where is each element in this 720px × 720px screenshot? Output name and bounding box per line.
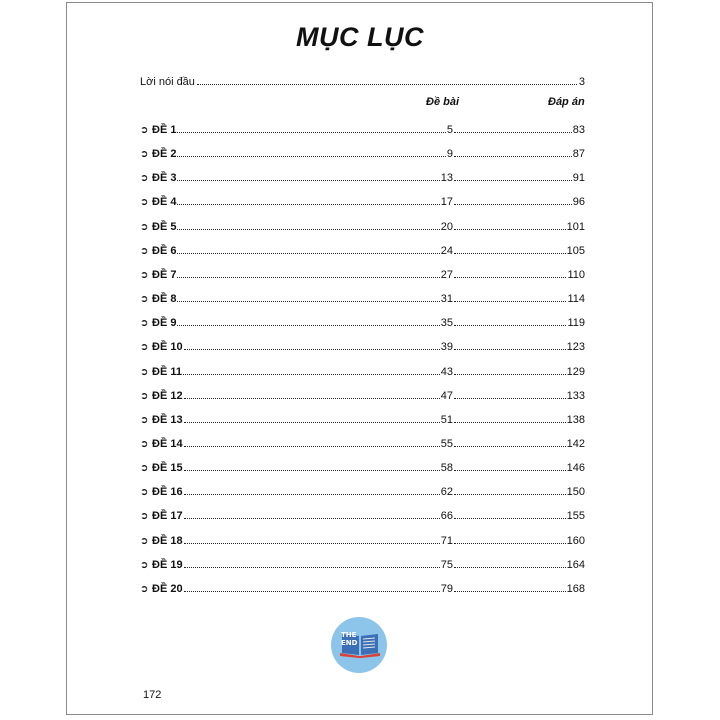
problem-page: 62 [440, 486, 453, 498]
leader-dots [454, 180, 572, 181]
leader-dots [184, 349, 440, 350]
toc-row-left [140, 531, 453, 547]
problem-page: 20 [440, 221, 453, 233]
toc-row-right [453, 337, 585, 353]
toc-row-right [453, 482, 585, 498]
leader-dots [184, 494, 440, 495]
problem-page: 79 [440, 583, 453, 595]
toc-entry-label: ĐỀ 13 [152, 414, 183, 426]
toc-row [140, 410, 585, 426]
toc-row-left [140, 217, 453, 233]
toc-row-left [140, 144, 453, 160]
page-title: MỤC LỤC [296, 22, 424, 52]
toc-row-left [140, 289, 453, 305]
toc-entry-label: ĐỀ 9 [152, 317, 177, 329]
document-page [66, 2, 653, 715]
arrow-icon: ➲ [140, 391, 149, 402]
toc-row-left [140, 386, 453, 402]
leader-dots [454, 470, 566, 471]
toc-entry-label: ĐỀ 8 [152, 293, 177, 305]
toc-entry-label: ĐỀ 19 [152, 559, 183, 571]
toc-row-right [453, 531, 585, 547]
toc-row-left [140, 337, 453, 353]
toc-row [140, 579, 585, 595]
problem-page: 71 [440, 535, 453, 547]
problem-page: 39 [440, 341, 453, 353]
preface-page: 3 [578, 76, 585, 88]
toc-row-left [140, 410, 453, 426]
leader-dots [454, 229, 566, 230]
arrow-icon: ➲ [140, 342, 149, 353]
problem-page: 47 [440, 390, 453, 402]
leader-dots [454, 277, 566, 278]
toc-row-right [453, 555, 585, 571]
arrow-icon: ➲ [140, 173, 149, 184]
leader-dots [177, 301, 439, 302]
toc-entry-label: ĐỀ 4 [152, 196, 177, 208]
answer-page: 150 [566, 486, 585, 498]
answer-page: 101 [566, 221, 585, 233]
leader-dots [177, 325, 439, 326]
arrow-icon: ➲ [140, 463, 149, 474]
toc-row-right [453, 144, 585, 160]
leader-dots [454, 591, 566, 592]
toc-row-left [140, 192, 453, 208]
toc-row-left [140, 168, 453, 184]
leader-dots [184, 518, 440, 519]
leader-dots [184, 446, 440, 447]
leader-dots [177, 204, 439, 205]
arrow-icon: ➲ [140, 511, 149, 522]
answer-page: 83 [572, 124, 585, 136]
arrow-icon: ➲ [140, 584, 149, 595]
answer-page: 91 [572, 172, 585, 184]
problem-page: 75 [440, 559, 453, 571]
arrow-icon: ➲ [140, 197, 149, 208]
answer-page: 129 [566, 366, 585, 378]
toc-row [140, 362, 585, 378]
answer-page: 142 [566, 438, 585, 450]
toc-row-left [140, 482, 453, 498]
toc-entry-label: ĐỀ 15 [152, 462, 183, 474]
toc-entry-label: ĐỀ 5 [152, 221, 177, 233]
answer-page: 146 [566, 462, 585, 474]
leader-dots [184, 543, 440, 544]
problem-page: 66 [440, 510, 453, 522]
arrow-icon: ➲ [140, 560, 149, 571]
preface-entry [140, 72, 585, 88]
problem-page: 55 [440, 438, 453, 450]
problem-page: 13 [440, 172, 453, 184]
leader-dots [454, 446, 566, 447]
leader-dots [454, 422, 566, 423]
answer-page: 164 [566, 559, 585, 571]
problem-page: 5 [446, 124, 453, 136]
toc-row-right [453, 289, 585, 305]
arrow-icon: ➲ [140, 318, 149, 329]
toc-row-left [140, 362, 453, 378]
toc-entry-label: ĐỀ 3 [152, 172, 177, 184]
leader-dots [184, 422, 440, 423]
toc-row-right [453, 192, 585, 208]
toc-entry-label: ĐỀ 7 [152, 269, 177, 281]
problem-page: 43 [440, 366, 453, 378]
answer-page: 114 [567, 293, 585, 305]
leader-dots [454, 567, 566, 568]
toc-row-left [140, 555, 453, 571]
problem-page: 35 [440, 317, 453, 329]
toc-row-left [140, 579, 453, 595]
toc-entry-label: ĐỀ 10 [152, 341, 183, 353]
problem-page: 24 [440, 245, 453, 257]
column-header-answers: Đáp án [548, 96, 585, 108]
arrow-icon: ➲ [140, 439, 149, 450]
toc-row [140, 337, 585, 353]
toc-entry-label: ĐỀ 6 [152, 245, 177, 257]
answer-page: 160 [566, 535, 585, 547]
toc-row-right [453, 362, 585, 378]
leader-dots [177, 277, 439, 278]
leader-dots [177, 180, 439, 181]
toc-entry-label: ĐỀ 18 [152, 535, 183, 547]
toc-row [140, 386, 585, 402]
problem-page: 9 [446, 148, 453, 160]
answer-page: 87 [572, 148, 585, 160]
toc-row [140, 241, 585, 257]
leader-dots [454, 204, 572, 205]
toc-entry-label: ĐỀ 14 [152, 438, 183, 450]
arrow-icon: ➲ [140, 487, 149, 498]
toc-row-right [453, 265, 585, 281]
problem-page: 17 [440, 196, 453, 208]
toc-row [140, 434, 585, 450]
the-end-line2: END [341, 639, 358, 647]
arrow-icon: ➲ [140, 536, 149, 547]
toc-row [140, 289, 585, 305]
leader-dots [177, 253, 439, 254]
leader-dots [184, 567, 440, 568]
arrow-icon: ➲ [140, 125, 149, 136]
toc-row-right [453, 506, 585, 522]
toc-row-left [140, 313, 453, 329]
leader-dots [454, 374, 566, 375]
answer-page: 133 [566, 390, 585, 402]
leader-dots [454, 543, 566, 544]
the-end-text [341, 631, 357, 647]
the-end-line1: THE [341, 631, 357, 639]
problem-page: 51 [440, 414, 453, 426]
toc-row-right [453, 434, 585, 450]
toc-row [140, 217, 585, 233]
answer-page: 168 [566, 583, 585, 595]
toc-entry-label: ĐỀ 20 [152, 583, 183, 595]
leader-dots [177, 229, 439, 230]
problem-page: 58 [440, 462, 453, 474]
toc-row [140, 531, 585, 547]
problem-page: 27 [440, 269, 453, 281]
arrow-icon: ➲ [140, 222, 149, 233]
toc-row-left [140, 120, 453, 136]
answer-page: 119 [567, 317, 585, 329]
toc-entry-label: ĐỀ 2 [152, 148, 177, 160]
toc-entry-label: ĐỀ 1 [152, 124, 177, 136]
toc-entry-label: ĐỀ 17 [152, 510, 183, 522]
leader-dots [454, 301, 566, 302]
leader-dots [183, 374, 440, 375]
toc-row-left [140, 506, 453, 522]
leader-dots [184, 591, 440, 592]
preface-label: Lời nói đầu [140, 76, 195, 88]
leader-dots [454, 156, 572, 157]
toc-row [140, 265, 585, 281]
leader-dots [454, 349, 566, 350]
toc-row-right [453, 120, 585, 136]
toc-row-right [453, 579, 585, 595]
toc-entry-label: ĐỀ 12 [152, 390, 183, 402]
arrow-icon: ➲ [140, 270, 149, 281]
leader-dots [177, 156, 445, 157]
arrow-icon: ➲ [140, 367, 149, 378]
toc-row-right [453, 241, 585, 257]
toc-entry-label: ĐỀ 11 [152, 366, 182, 378]
toc-row-left [140, 458, 453, 474]
arrow-icon: ➲ [140, 294, 149, 305]
toc-row [140, 192, 585, 208]
answer-page: 155 [566, 510, 585, 522]
leader-dots [454, 253, 566, 254]
arrow-icon: ➲ [140, 415, 149, 426]
toc-row [140, 144, 585, 160]
leader-dots [454, 518, 566, 519]
leader-dots [177, 132, 445, 133]
arrow-icon: ➲ [140, 149, 149, 160]
problem-page: 31 [440, 293, 453, 305]
toc-row [140, 313, 585, 329]
toc-row-left [140, 241, 453, 257]
page-number: 172 [143, 689, 162, 701]
toc-row-right [453, 458, 585, 474]
leader-dots [184, 398, 440, 399]
answer-page: 138 [566, 414, 585, 426]
answer-page: 105 [566, 245, 585, 257]
toc-row-left [140, 434, 453, 450]
column-header-problems: Đề bài [426, 96, 460, 108]
leader-dots [454, 398, 566, 399]
toc-row [140, 458, 585, 474]
answer-page: 110 [567, 269, 585, 281]
toc-row [140, 168, 585, 184]
toc-row-right [453, 217, 585, 233]
open-book-icon [339, 631, 381, 659]
toc-row-right [453, 386, 585, 402]
leader-dots [184, 470, 440, 471]
toc-row [140, 555, 585, 571]
toc-row-right [453, 410, 585, 426]
toc-row-left [140, 265, 453, 281]
toc-row-right [453, 313, 585, 329]
toc-row [140, 120, 585, 136]
toc-row [140, 506, 585, 522]
toc-entry-label: ĐỀ 16 [152, 486, 183, 498]
answer-page: 123 [566, 341, 585, 353]
leader-dots [454, 132, 572, 133]
arrow-icon: ➲ [140, 246, 149, 257]
leader-dots [454, 325, 566, 326]
leader-dots [454, 494, 566, 495]
toc-row [140, 482, 585, 498]
toc-row-right [453, 168, 585, 184]
answer-page: 96 [572, 196, 585, 208]
leader-dots [197, 84, 577, 85]
